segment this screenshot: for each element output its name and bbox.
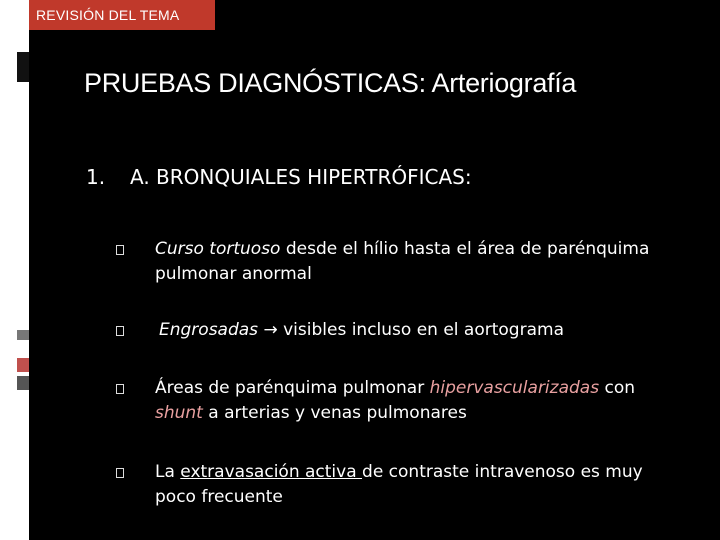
bullet-text: visibles incluso en el aortograma xyxy=(283,320,564,340)
bullet-marker-icon xyxy=(116,384,124,394)
bullet-text: a arterias y venas pulmonares xyxy=(202,403,467,423)
bullet-emphasis: Engrosadas xyxy=(159,320,259,340)
bullet-item xyxy=(116,376,676,426)
section-label: A. BRONQUIALES HIPERTRÓFICAS: xyxy=(130,165,472,189)
bullet-marker-icon xyxy=(116,326,124,336)
slide-title: PRUEBAS DIAGNÓSTICAS: Arteriografía xyxy=(84,68,577,98)
arrow-right-icon: → xyxy=(258,320,284,340)
accent-stripe xyxy=(17,376,29,390)
accent-stripe xyxy=(17,330,29,340)
bullet-item xyxy=(116,237,676,287)
bullet-marker-icon xyxy=(116,245,124,255)
bullet-emphasis: shunt xyxy=(155,403,203,423)
bullet-text: La xyxy=(155,462,181,482)
section-heading xyxy=(86,165,472,189)
bullet-emphasis: extravasación activa xyxy=(180,462,363,482)
bullet-marker-icon xyxy=(116,468,124,478)
bullet-text: con xyxy=(599,378,635,398)
accent-stripe xyxy=(17,358,29,372)
section-number: 1. xyxy=(86,165,106,189)
accent-block xyxy=(17,52,29,82)
section-tag: REVISIÓN DEL TEMA xyxy=(29,0,215,30)
bullet-text: desde el hílio hasta el área de parénquima pulmonar anormal xyxy=(155,239,650,284)
bullet-item xyxy=(116,318,676,343)
bullet-emphasis: Curso tortuoso xyxy=(155,239,281,259)
bullet-text: de contraste intravenoso es muy poco frecuente xyxy=(155,462,643,507)
bullet-text: Áreas de parénquima pulmonar xyxy=(155,378,430,398)
bullet-item xyxy=(116,460,676,510)
bullet-emphasis: hipervascularizadas xyxy=(429,378,600,398)
